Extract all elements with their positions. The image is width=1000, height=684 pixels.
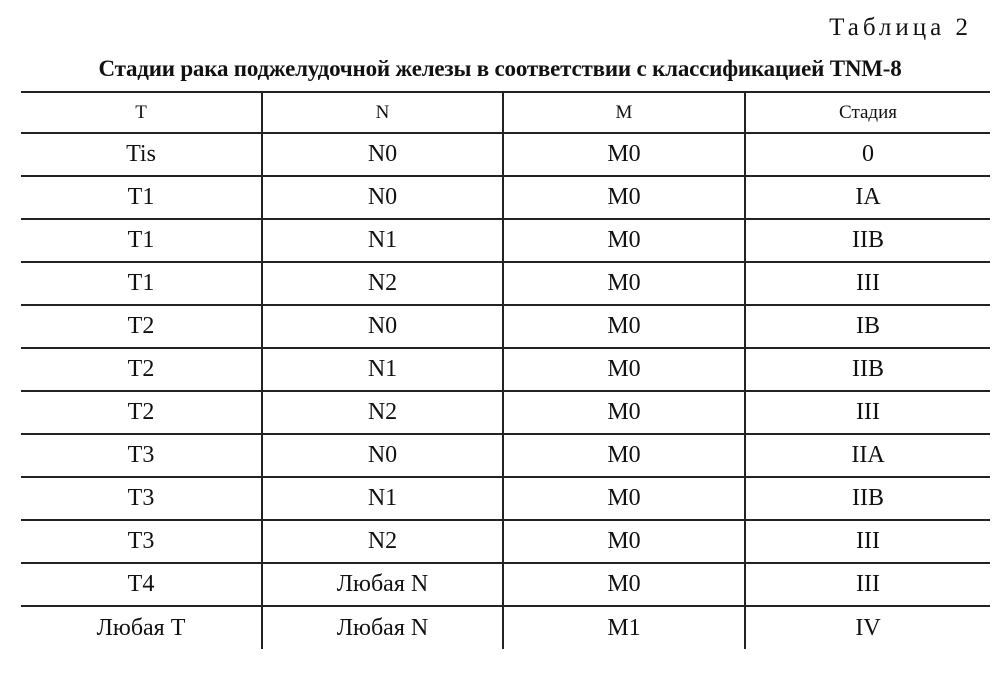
cell-m: M0 <box>503 391 745 434</box>
cell-m: M0 <box>503 477 745 520</box>
cell-m: M0 <box>503 133 745 176</box>
cell-t: T3 <box>21 520 262 563</box>
table-row <box>21 520 990 563</box>
cell-t: T3 <box>21 477 262 520</box>
table-row <box>21 563 990 606</box>
cell-n: N2 <box>262 520 503 563</box>
table-row <box>21 262 990 305</box>
cell-n: N0 <box>262 434 503 477</box>
table-row <box>21 133 990 176</box>
cell-n: N2 <box>262 391 503 434</box>
cell-m: M0 <box>503 262 745 305</box>
table-row <box>21 305 990 348</box>
cell-n: N1 <box>262 219 503 262</box>
cell-t: T1 <box>21 176 262 219</box>
cell-t: Tis <box>21 133 262 176</box>
cell-stage: IIB <box>745 219 990 262</box>
header-t: T <box>21 92 262 133</box>
cell-m: M1 <box>503 606 745 649</box>
header-stage: Стадия <box>745 92 990 133</box>
cell-m: M0 <box>503 176 745 219</box>
table-row <box>21 176 990 219</box>
cell-t: T1 <box>21 262 262 305</box>
table-row <box>21 391 990 434</box>
cell-t: T3 <box>21 434 262 477</box>
cell-m: M0 <box>503 563 745 606</box>
cell-n: Любая N <box>262 563 503 606</box>
cell-m: M0 <box>503 219 745 262</box>
cell-stage: IIA <box>745 434 990 477</box>
header-m: M <box>503 92 745 133</box>
cell-stage: IA <box>745 176 990 219</box>
cell-n: N0 <box>262 176 503 219</box>
cell-stage: III <box>745 520 990 563</box>
header-n: N <box>262 92 503 133</box>
cell-t: Любая T <box>96 614 186 641</box>
cell-stage: IIB <box>745 477 990 520</box>
cell-t: T2 <box>21 391 262 434</box>
table-row <box>21 348 990 391</box>
cell-n: N1 <box>262 477 503 520</box>
table-row <box>21 219 990 262</box>
cell-stage: IV <box>745 606 990 649</box>
cell-m: M0 <box>503 434 745 477</box>
cell-m: M0 <box>503 520 745 563</box>
table-title: Стадии рака поджелудочной железы в соответствии с классификацией TNM-8 <box>98 56 902 81</box>
cell-n: N0 <box>262 133 503 176</box>
cell-stage: 0 <box>745 133 990 176</box>
cell-m: M0 <box>503 305 745 348</box>
table-row <box>21 434 990 477</box>
cell-n: Любая N <box>262 606 503 649</box>
cell-t: T1 <box>21 219 262 262</box>
cell-m: M0 <box>503 348 745 391</box>
cell-n: N2 <box>262 262 503 305</box>
cell-stage: III <box>745 391 990 434</box>
tnm-stages-table <box>21 91 990 649</box>
table-number-label: Таблица 2 <box>829 14 972 41</box>
cell-t: T2 <box>21 305 262 348</box>
cell-stage: IB <box>745 305 990 348</box>
cell-stage: IIB <box>745 348 990 391</box>
table-header-row <box>21 92 990 133</box>
cell-stage: III <box>745 563 990 606</box>
cell-t: T4 <box>21 563 262 606</box>
cell-t: T2 <box>21 348 262 391</box>
cell-stage: III <box>745 262 990 305</box>
table-row <box>21 606 990 649</box>
table-row <box>21 477 990 520</box>
cell-n: N0 <box>262 305 503 348</box>
cell-n: N1 <box>262 348 503 391</box>
